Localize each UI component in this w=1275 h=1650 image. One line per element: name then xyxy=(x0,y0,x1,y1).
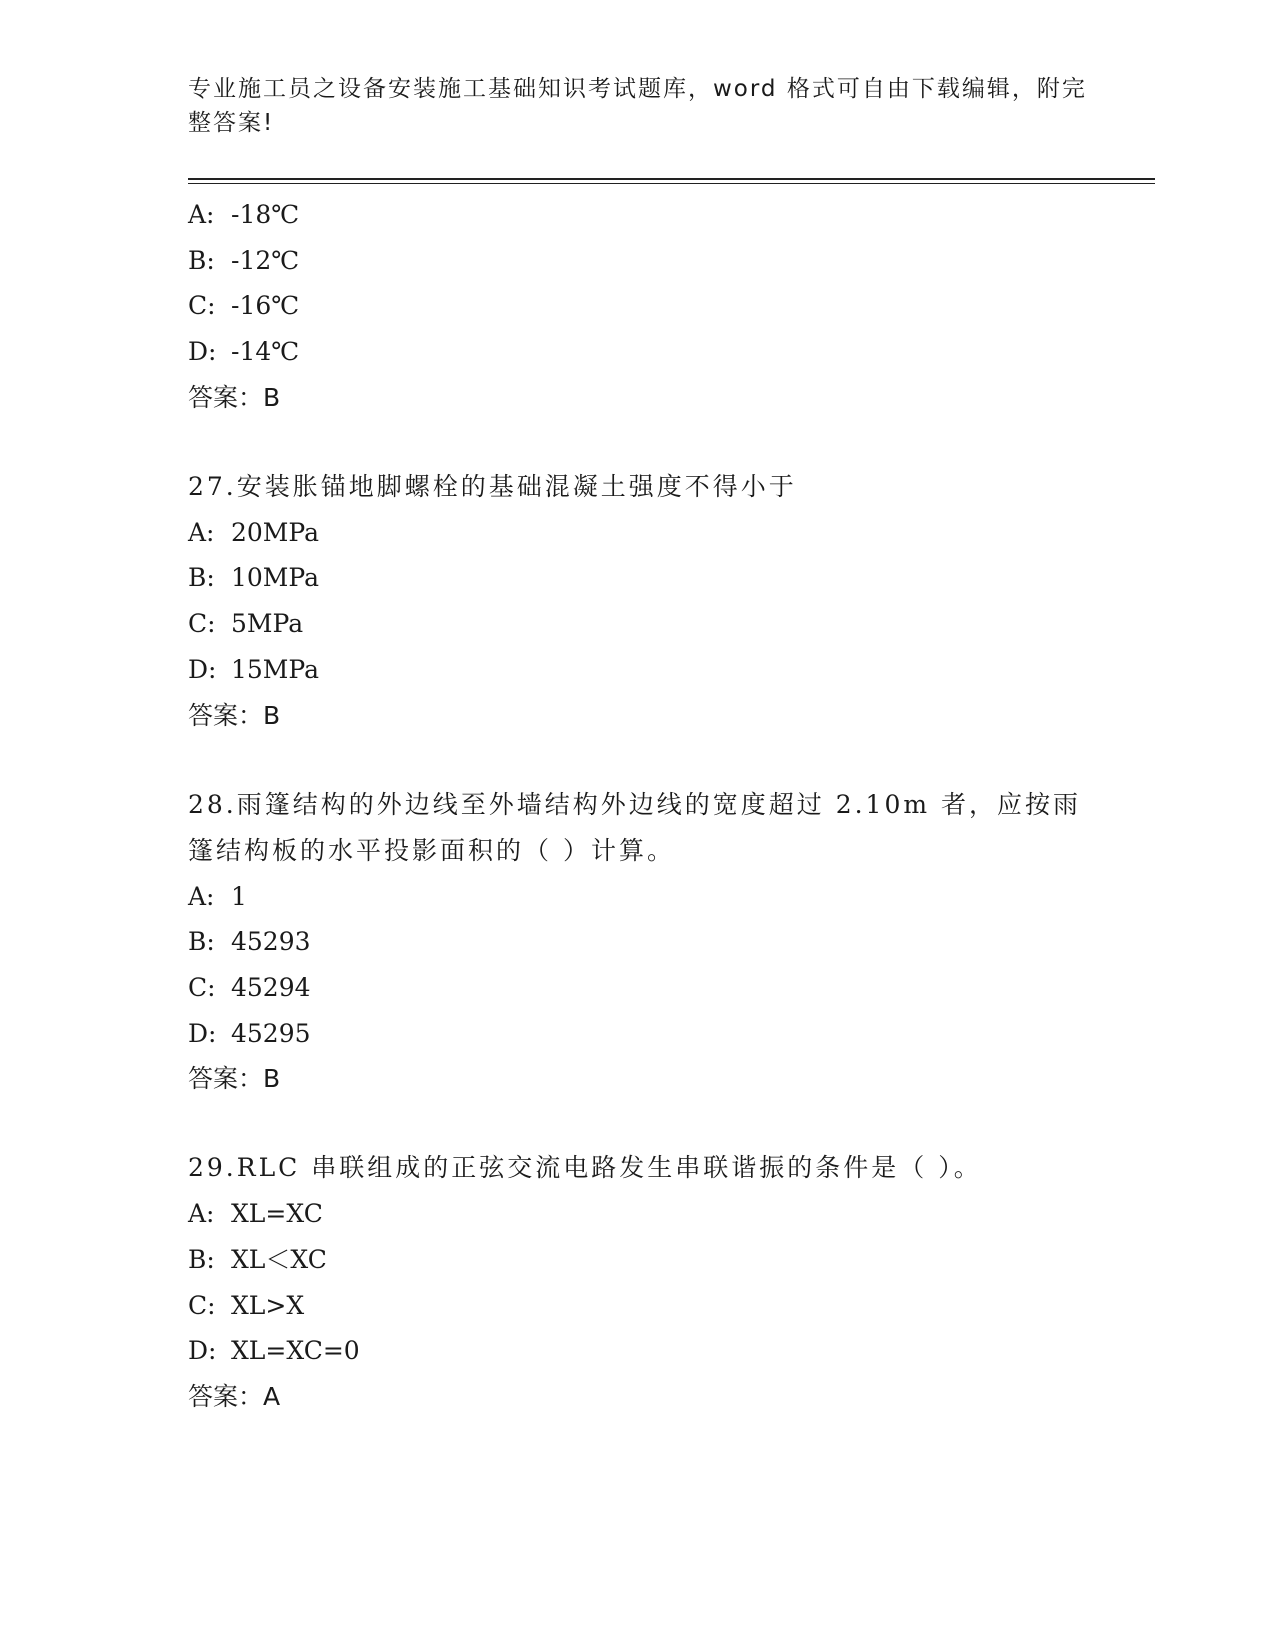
option-value: XL>X xyxy=(231,1290,305,1320)
spacer xyxy=(188,421,1108,464)
header-rule-thick xyxy=(188,178,1155,180)
option-b xyxy=(188,555,1108,601)
question-29 xyxy=(188,1145,1108,1420)
option-value: 1 xyxy=(231,881,247,911)
question-list xyxy=(188,192,1108,1420)
question-text: 27.安装胀锚地脚螺栓的基础混凝土强度不得小于 xyxy=(188,471,797,501)
answer-line: 答案：B xyxy=(188,700,281,730)
option-a xyxy=(188,874,1108,920)
question-text: 29.RLC 串联组成的正弦交流电路发生串联谐振的条件是（ ）。 xyxy=(188,1153,982,1183)
option-a xyxy=(188,510,1108,556)
option-c xyxy=(188,965,1108,1011)
option-key: C: xyxy=(188,972,216,1002)
option-key: C: xyxy=(188,1290,216,1320)
option-key: A: xyxy=(188,1199,215,1229)
option-value: -12℃ xyxy=(231,245,300,275)
option-key: D: xyxy=(188,1018,217,1048)
option-d xyxy=(188,1328,1108,1374)
option-key: B: xyxy=(188,1244,215,1274)
option-key: D: xyxy=(188,337,217,367)
document-header: 专业施工员之设备安装施工基础知识考试题库，word 格式可自由下载编辑，附完整答案! xyxy=(188,76,1087,136)
option-key: B: xyxy=(188,563,215,593)
option-b xyxy=(188,238,1108,284)
option-value: 20MPa xyxy=(231,517,320,547)
option-d xyxy=(188,1011,1108,1057)
option-key: C: xyxy=(188,291,216,321)
option-d xyxy=(188,647,1108,693)
question-27 xyxy=(188,464,1108,739)
option-value: XL＜XC xyxy=(231,1244,327,1274)
option-value: 45293 xyxy=(231,927,311,957)
option-value: XL=XC=0 xyxy=(231,1336,360,1366)
option-key: A: xyxy=(188,517,215,547)
option-key: D: xyxy=(188,654,217,684)
option-value: 5MPa xyxy=(231,609,304,639)
option-c xyxy=(188,1283,1108,1329)
option-b xyxy=(188,919,1108,965)
option-value: 10MPa xyxy=(231,563,320,593)
option-a xyxy=(188,1191,1108,1237)
option-c xyxy=(188,283,1108,329)
spacer xyxy=(188,739,1108,782)
header-rule-thin xyxy=(188,183,1155,184)
option-key: C: xyxy=(188,609,216,639)
answer-line: 答案：B xyxy=(188,382,281,412)
option-value: -14℃ xyxy=(231,337,300,367)
option-key: D: xyxy=(188,1336,217,1366)
option-value: 45295 xyxy=(231,1018,311,1048)
option-value: 45294 xyxy=(231,972,311,1002)
option-d xyxy=(188,329,1108,375)
option-b xyxy=(188,1237,1108,1283)
question-text: 28.雨篷结构的外边线至外墙结构外边线的宽度超过 2.10m 者，应按雨篷结构板的水平投影面积的（ ）计算。 xyxy=(188,789,1082,865)
option-value: -16℃ xyxy=(231,291,300,321)
option-c xyxy=(188,601,1108,647)
option-key: A: xyxy=(188,881,215,911)
option-key: A: xyxy=(188,200,215,229)
option-value: -18℃ xyxy=(231,200,300,229)
option-key: B: xyxy=(188,245,215,275)
option-value: 15MPa xyxy=(231,654,320,684)
question-28 xyxy=(188,782,1108,1103)
spacer xyxy=(188,1102,1108,1145)
question-26 xyxy=(188,192,1108,421)
answer-line: 答案：A xyxy=(188,1382,281,1411)
option-a xyxy=(188,192,1108,238)
option-key: B: xyxy=(188,927,215,957)
option-value: XL=XC xyxy=(231,1199,323,1229)
answer-line: 答案：B xyxy=(188,1064,281,1094)
